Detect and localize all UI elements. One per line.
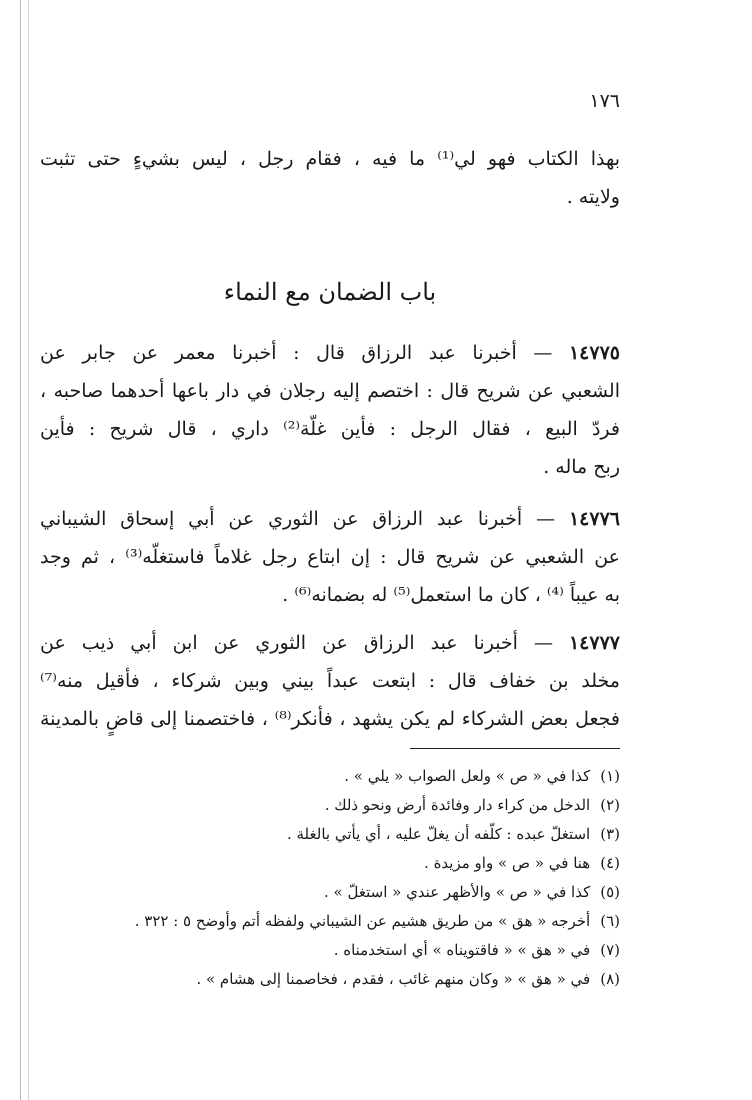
hadith-number: ١٤٧٧٥ bbox=[568, 342, 620, 364]
footnote: (٢)الدخل من كراء دار وفائدة أرض ونحو ذلك . bbox=[324, 796, 620, 814]
text-line: فجعل بعض الشركاء لم يكن يشهد ، فأنكر⁽⁸⁾ ، فاختصمنا إلى قاضٍ بالمدينة bbox=[40, 708, 620, 730]
text-line: مخلد بن خفاف قال : ابتعت عبداً بيني وبين شركاء ، فأقيل منه⁽⁷⁾ bbox=[40, 670, 620, 692]
footnote: (٥)كذا في « ص » والأظهر عندي « استغلّ » . bbox=[324, 883, 620, 901]
hadith-number: ١٤٧٧٧ bbox=[568, 632, 620, 654]
page-gutter-line bbox=[28, 0, 29, 1100]
page-number: ١٧٦ bbox=[589, 90, 620, 112]
footnotes bbox=[60, 762, 620, 994]
page-gutter-line bbox=[20, 0, 21, 1100]
text-line: الشعبي عن شريح قال : اختصم إليه رجلان في دار باعها أحدهما صاحبه ، bbox=[40, 380, 620, 402]
text-line: ولايته . bbox=[566, 186, 620, 208]
footnote: (٦)أخرجه « هق » من طريق هشيم عن الشيباني ولفظه أتم وأوضح ٥ : ٣٢٢ . bbox=[134, 912, 620, 930]
text-line: بهذا الكتاب فهو لي⁽¹⁾ ما فيه ، فقام رجل ، ليس بشيءٍ حتى تثبت bbox=[40, 148, 620, 170]
hadith-14776 bbox=[40, 500, 620, 614]
intro-paragraph bbox=[40, 140, 620, 216]
footnote: (٨)في « هق » « وكان منهم غائب ، فقدم ، فخاصمنا إلى هشام » . bbox=[196, 970, 620, 988]
hadith-14775 bbox=[40, 334, 620, 486]
footnote-separator bbox=[410, 748, 620, 749]
hadith-number: ١٤٧٧٦ bbox=[568, 508, 620, 530]
footnote: (١)كذا في « ص » ولعل الصواب « يلي » . bbox=[344, 767, 620, 785]
section-title: باب الضمان مع النماء bbox=[223, 278, 437, 306]
footnote: (٣)استغلّ عبده : كلّفه أن يغلّ عليه ، أي يأتي بالغلة . bbox=[286, 825, 620, 843]
footnote: (٤)هنا في « ص » واو مزيدة . bbox=[424, 854, 620, 872]
text-line: به عيباً ⁽⁴⁾ ، كان ما استعمل⁽⁵⁾ له بضمانه⁽⁶⁾ . bbox=[282, 584, 620, 606]
text-line: فردّ البيع ، فقال الرجل : فأين غلّة⁽²⁾ داري ، قال شريح : فأين bbox=[40, 418, 620, 440]
text-line: عن الشعبي عن شريح قال : إن ابتاع رجل غلاماً فاستغلّه⁽³⁾ ، ثم وجد bbox=[40, 546, 620, 568]
hadith-14777 bbox=[40, 624, 620, 738]
document-page bbox=[40, 0, 620, 1100]
text-line: ١٤٧٧٧ — أخبرنا عبد الرزاق عن الثوري عن ابن أبي ذيب عن bbox=[40, 632, 620, 654]
text-line: ١٤٧٧٦ — أخبرنا عبد الرزاق عن الثوري عن أبي إسحاق الشيباني bbox=[40, 508, 620, 530]
text-line: ربح ماله . bbox=[543, 456, 620, 478]
footnote: (٧)في « هق » « فاقتويناه » أي استخدمناه . bbox=[333, 941, 620, 959]
text-line: ١٤٧٧٥ — أخبرنا عبد الرزاق قال : أخبرنا معمر عن جابر عن bbox=[40, 342, 620, 364]
